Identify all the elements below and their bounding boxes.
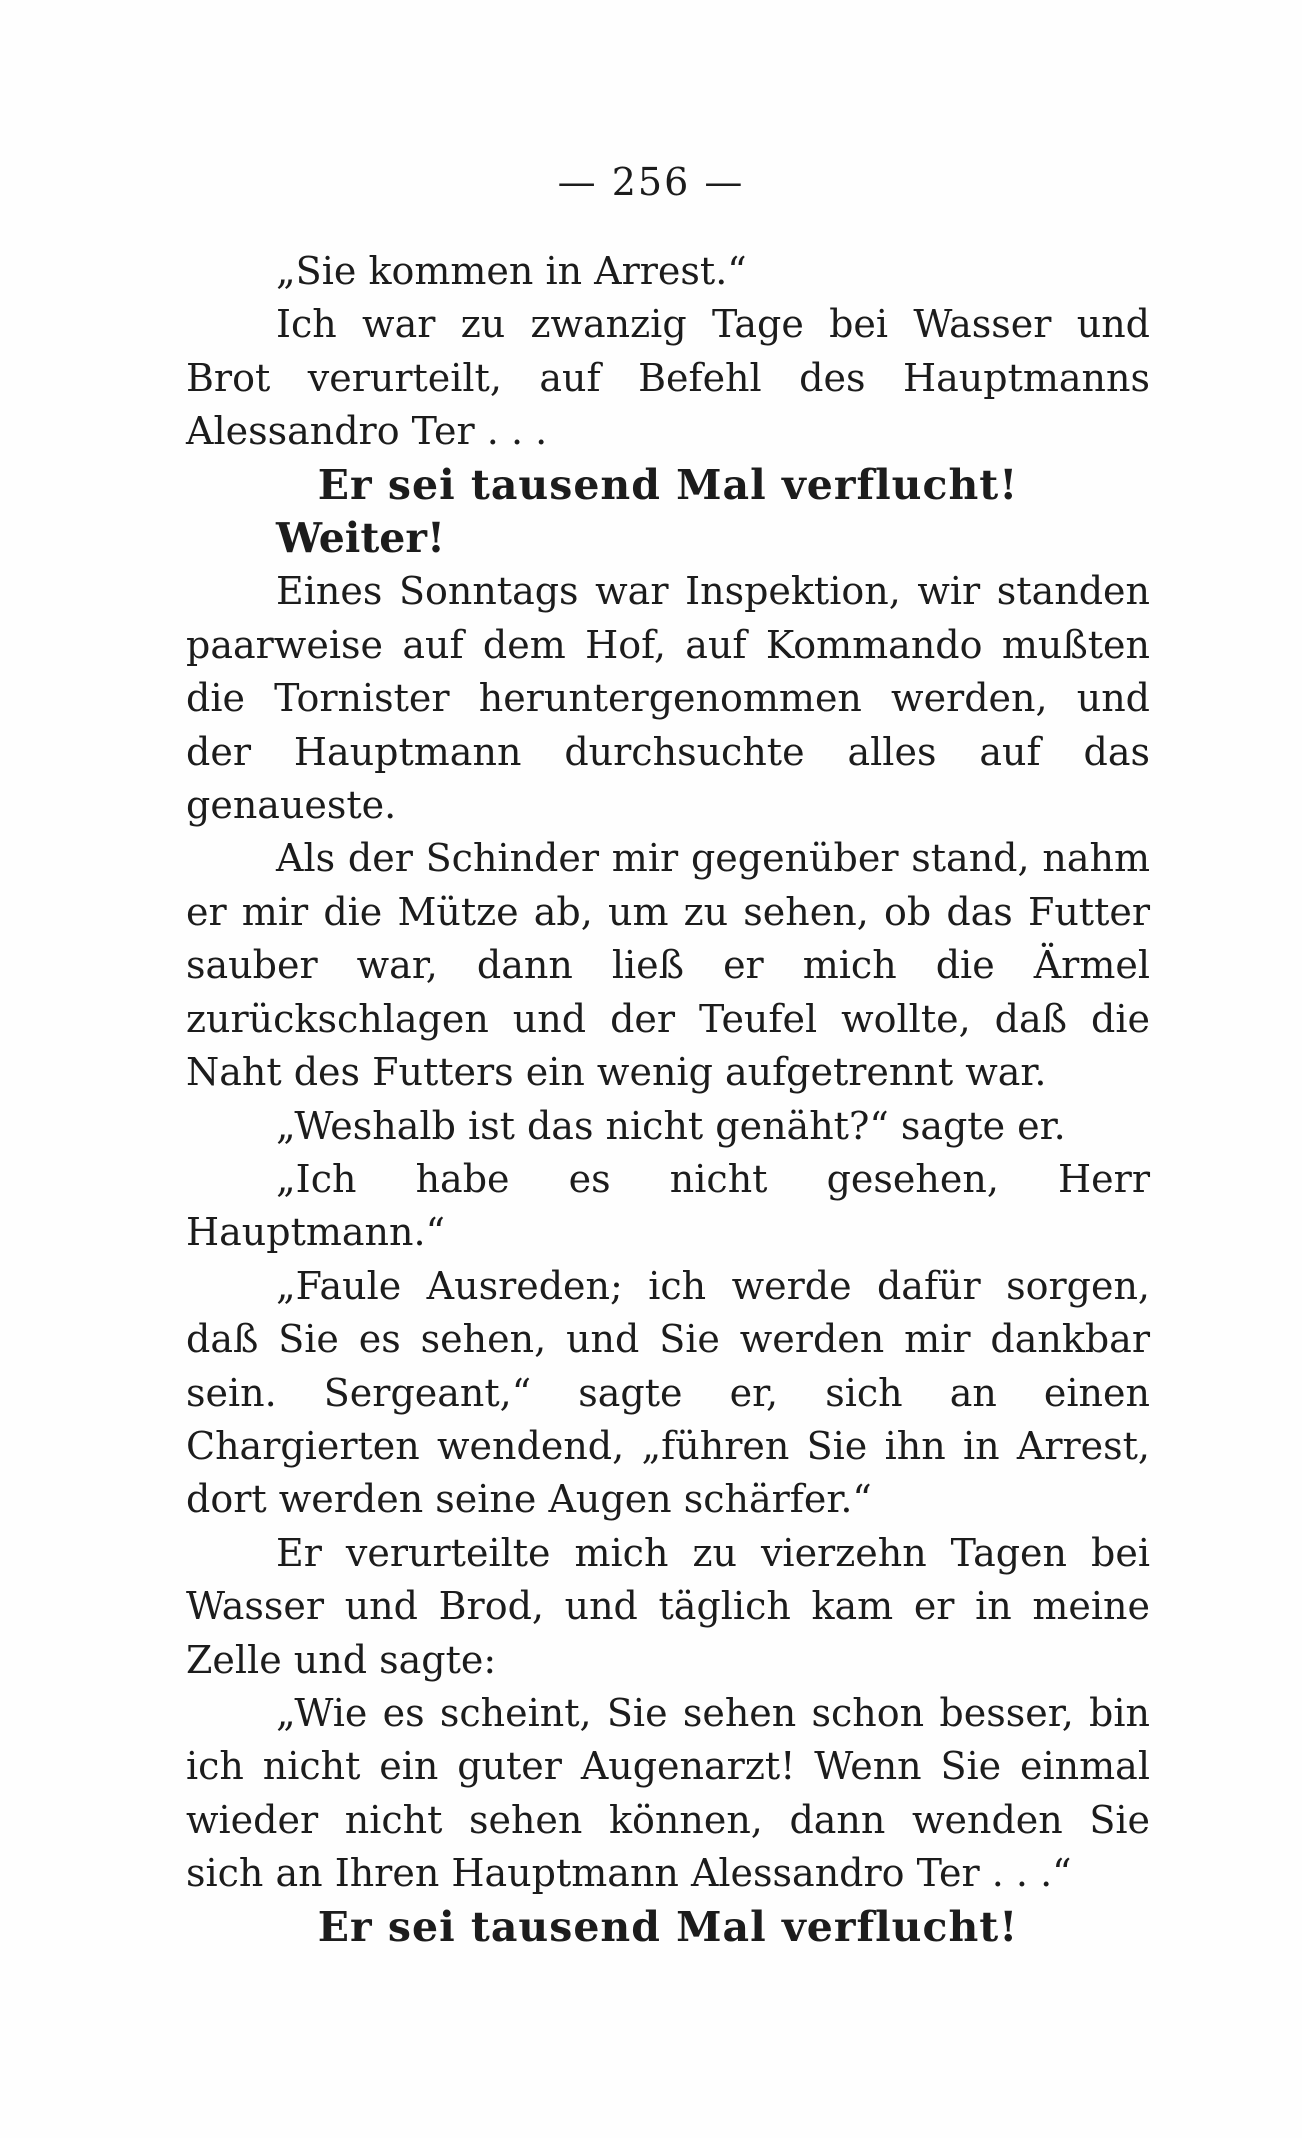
curse-line: Er sei tausend Mal verflucht! xyxy=(317,460,1019,509)
page-number: — 256 — xyxy=(557,160,745,204)
weiter-line: Weiter! xyxy=(276,514,445,563)
curse-line: Er sei tausend Mal verflucht! xyxy=(317,1902,1019,1951)
paragraph-sentence: Ich war zu zwanzig Tage bei Wasser und Brot verurteilt, auf Befehl des Hauptmanns Alessandro Ter . . . xyxy=(186,302,1150,454)
dialogue-line: „Weshalb ist das nicht genäht?“ sagte er. xyxy=(276,1103,1066,1148)
dialogue-line: „Wie es scheint, Sie sehen schon besser, bin ich nicht ein guter Augenarzt! Wenn Sie einmal wieder nicht sehen können, dann wenden Sie sich an Ihren Hauptmann Alessandro Ter . . .“ xyxy=(186,1690,1150,1896)
dialogue-line: „Faule Ausreden; ich werde dafür sorgen, daß Sie es sehen, und Sie werden mir dankbar sein. Sergeant,“ sagte er, sich an einen Chargierten wendend, „führen Sie ihn in Arrest, dort werden seine Augen schärfer.“ xyxy=(186,1263,1150,1522)
dialogue-line: „Ich habe es nicht gesehen, Herr Hauptmann.“ xyxy=(186,1156,1150,1255)
paragraph-arrest: „Sie kommen in Arrest.“ xyxy=(276,249,747,293)
paragraph-inspection: Eines Sonntags war Inspektion, wir standen paarweise auf dem Hof, auf Kommando mußten die Tornister heruntergenommen werden, und der Hauptmann durchsuchte alles auf das genaueste. xyxy=(186,569,1150,828)
paragraph-schinder: Als der Schinder mir gegenüber stand, nahm er mir die Mütze ab, um zu sehen, ob das Futter sauber war, dann ließ er mich die Ärmel zurückschlagen und der Teufel wollte, daß die Naht des Futters ein wenig aufgetrennt war. xyxy=(186,836,1150,1095)
body-text xyxy=(186,245,1150,1954)
paragraph-sentenced: Er verurteilte mich zu vierzehn Tagen bei Wasser und Brod, und täglich kam er in meine Zelle und sagte: xyxy=(186,1530,1150,1682)
